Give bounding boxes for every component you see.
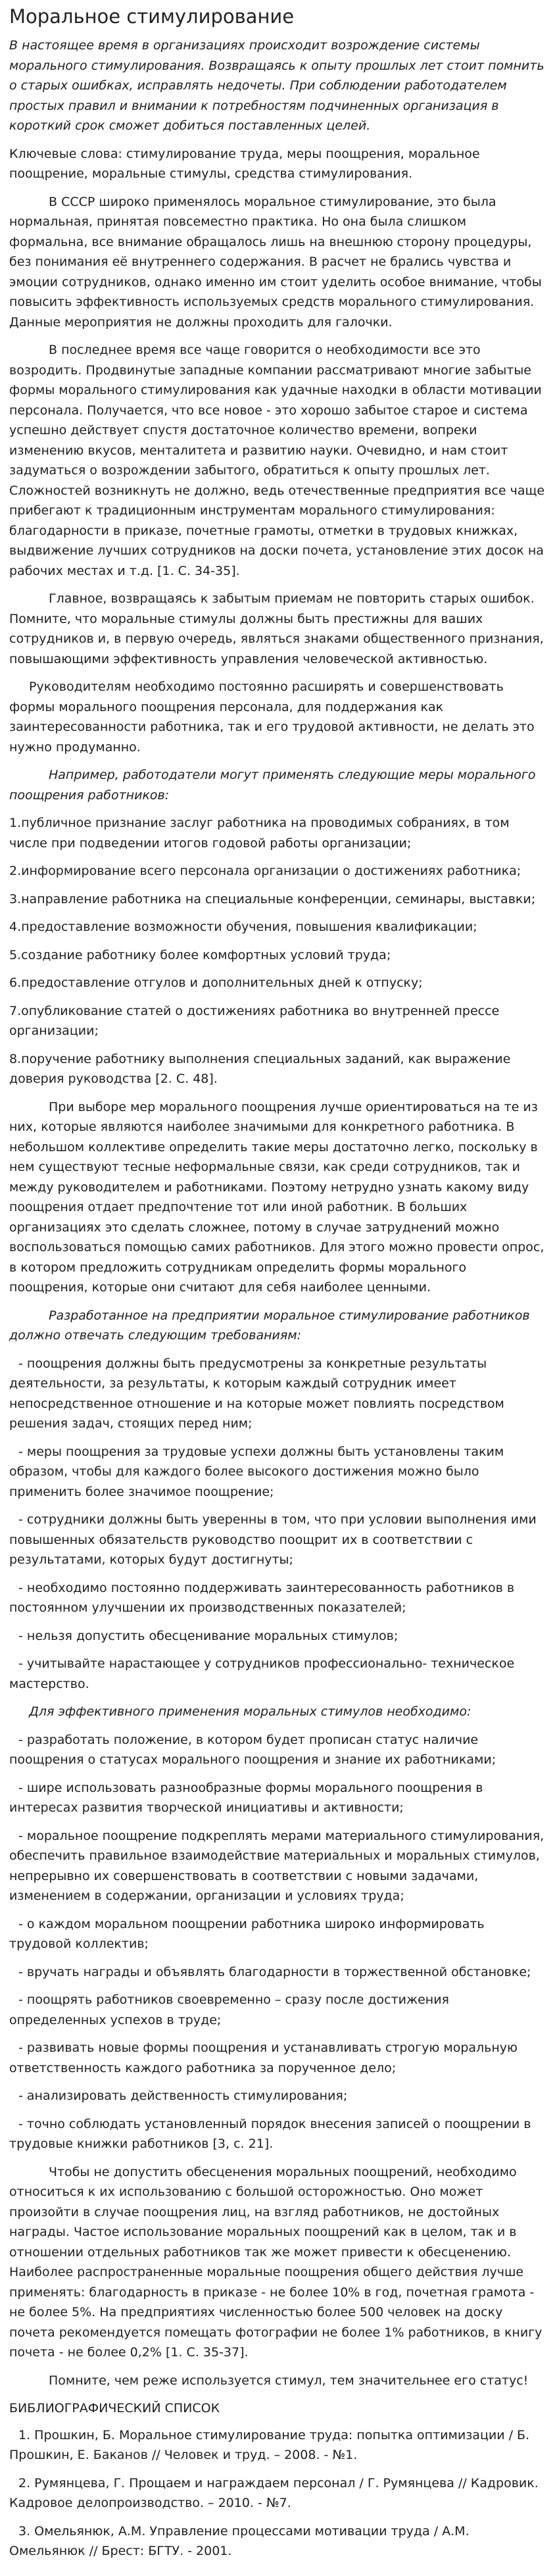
paragraph-choice: При выборе мер морального поощрения лучше ориентироваться на те из них, которые являются наиболее значимыми для конкретного работника. В небольшом коллективе определить такие меры достаточно легко, поскольку в нем существуют тесные неформальные связи, как среди сотрудников, так и между руководителем и работниками. Поэтому нетрудно узнать какому виду поощрения отдает предпочтение тот или иной работник. В больших организациях это сделать сложнее, потому в случае затруднений можно воспользоваться помощью самих работников. Для этого можно провести опрос, в котором предложить сотрудникам определить формы морального поощрения, которые они считают для себя наиболее ценными.	[9, 1099, 545, 1295]
bibliography-item: 2. Румянцева, Г. Прощаем и награждаем персонал / Г. Румянцева // Кадровик. Кадровое делопроизводство. – 2010. - №7.	[9, 2475, 539, 2510]
list-item: 6.предоставление отгулов и дополнительных дней к отпуску;	[9, 976, 423, 990]
bibliography-list	[9, 2425, 548, 2562]
list-item: 1.публичное признание заслуг работника на проводимых собраниях, в том числе при подведении итогов годовой работы организации;	[9, 816, 510, 851]
measures-list	[9, 813, 548, 1089]
list-item: - учитывайте нарастающее у сотрудников профессионально- техническое мастерство.	[9, 1656, 515, 1691]
paragraph-managers: Руководителям необходимо постоянно расширять и совершенствовать формы морального поощрения персонала, для поддержания как заинтересованности работника, так и его трудовой активности, не делать это нужно продуманно.	[9, 680, 535, 755]
paragraph-remember: Помните, чем реже используется стимул, тем значительнее его статус!	[49, 2373, 529, 2388]
list-item: - разработать положение, в котором будет прописан статус наличие поощрения о статусах морального поощрения и знание их работниками;	[9, 1732, 496, 1767]
paragraph-revival: В последнее время все чаще говорится о необходимости все это возродить. Продвинутые западные компании рассматривают многие забытые формы морального стимулирования как удачные находки в области мотивации персонала. Получается, что все новое - это хорошо забытое старое и система успешно действует спустя достаточное количество времени, вопреки изменению вкусов, менталитета и развитию науки. Очевидно, и нам стоит задуматься о возрождении забытого, обратиться к опыту прошлых лет. Сложностей возникнуть не должно, ведь отечественные предприятия все чаще прибегают к традиционным инструментам морального стимулирования: благодарности в приказе, почетные грамоты, отметки в трудовых книжках, выдвижение лучших сотрудников на доски почета, установление этих досок на рабочих местах и т.д. [1. С. 34-35].	[9, 343, 545, 578]
paragraph-example-intro: Например, работодатели могут применять следующие меры морального поощрения работников:	[9, 768, 536, 803]
list-item: 7.опубликование статей о достижениях работника во внутренней прессе организации;	[9, 1003, 500, 1038]
paragraph-necessary-intro: Для эффективного применения моральных стимулов необходимо:	[29, 1704, 472, 1719]
list-item: - шире использовать разнообразные формы морального поощрения в интересах развития творческой инициативы и активности;	[9, 1780, 483, 1815]
article-title: Моральное стимулирование	[9, 5, 295, 28]
list-item: - сотрудники должны быть уверенны в том, что при условии выполнения ими повышенных обязательств руководство поощрит их в соответствии с результатами, которых будут достигнуты;	[9, 1512, 537, 1567]
list-item: - меры поощрения за трудовые успехи должны быть установлены таким образом, чтобы для каждого более высокого достижения можно было применить более значимое поощрение;	[9, 1444, 504, 1499]
keywords: Ключевые слова: стимулирование труда, меры поощрения, моральное поощрение, моральные стимулы, средства стимулирования.	[9, 146, 480, 181]
list-item: - вручать награды и объявлять благодарности в торжественной обстановке;	[18, 1964, 531, 1979]
list-item: 3.направление работника на специальные конференции, семинары, выставки;	[9, 891, 536, 906]
necessary-list	[9, 1730, 548, 2154]
list-item: - поощрения должны быть предусмотрены за конкретные результаты деятельности, за результаты, к которым каждый сотрудник имеет непосредственное отношение и на которые может повлиять посредством решения задач, стоящих перед ним;	[9, 1356, 504, 1431]
list-item: 8.поручение работнику выполнения специальных заданий, как выражение доверия руководства [2. С. 48].	[9, 1051, 511, 1086]
paragraph-devaluation: Чтобы не допустить обесценения моральных поощрений, необходимо относиться к их использованию с большой осторожностью. Оно может произойти в случае поощрения лиц, на взгляд работников, не достойных награды. Частое использование моральных поощрений как в целом, так и в отношении отдельных работников так же может привести к обесценению. Наиболее распространенные моральные поощрения общего действия лучше применять: благодарность в приказе - не более 10% в год, почетная грамота - не более 5%. На предприятиях численностью более 500 человек на доску почета рекомендуется помещать фотографии не более 1% работников, в книгу почета - не более 0,2% [1. С. 35-37].	[9, 2164, 543, 2360]
bibliography-item: 3. Омельянюк, А.М. Управление процессами мотивации труда / А.М. Омельянюк // Брест: БГТУ. - 2001.	[9, 2523, 470, 2558]
list-item: - о каждом моральном поощрении работника широко информировать трудовой коллектив;	[9, 1916, 485, 1951]
list-item: - необходимо постоянно поддерживать заинтересованность работников в постоянном улучшении их производственных показателей;	[9, 1580, 515, 1615]
list-item: - моральное поощрение подкреплять мерами материального стимулирования, обеспечить правильное взаимодействие материальных и моральных стимулов, непрерывно их совершенствовать в соответствии с новыми задачами, изменением в содержании, организации и условиях труда;	[9, 1828, 545, 1903]
list-item: 5.создание работнику более комфортных условий труда;	[9, 947, 391, 962]
paragraph-requirements-intro: Разработанное на предприятии моральное стимулирование работников должно отвечать следующим требованиям:	[9, 1308, 530, 1343]
list-item: - нельзя допустить обесценивание моральных стимулов;	[18, 1628, 399, 1643]
list-item: - точно соблюдать установленный порядок внесения записей о поощрении в трудовые книжки работников [3, с. 21].	[9, 2116, 531, 2151]
paragraph-ussr: В СССР широко применялось моральное стимулирование, это была нормальная, принятая повсеместно практика. Но она была слишком формальна, все внимание обращалось лишь на внешнюю сторону процедуры, без понимания её внутреннего содержания. В расчет не брались чувства и эмоции сотрудников, однако именно им стоит уделить особое внимание, чтобы повысить эффективность используемых средств морального стимулирования. Данные мероприятия не должны проходить для галочки.	[9, 194, 542, 330]
bibliography-heading: БИБЛИОГРАФИЧЕСКИЙ СПИСОК	[9, 2401, 220, 2415]
paragraph-main-point: Главное, возвращаясь к забытым приемам не повторить старых ошибок. Помните, что моральные стимулы должны быть престижны для ваших сотрудников и, в первую очередь, являться знаками общественного признания, повышающими эффективность управления человеческой активностью.	[9, 591, 544, 666]
list-item: - поощрять работников своевременно – сразу после достижения определенных успехов в труде;	[9, 1993, 449, 2027]
abstract: В настоящее время в организациях происходит возрождение системы морального стимулирования. Возвращаясь к опыту прошлых лет стоит помнить о старых ошибках, исправлять недочеты. При соблюдении работодателем простых правил и внимании к потребностям подчиненных организация в короткий срок сможет добиться поставленных целей.	[9, 38, 545, 133]
list-item: 2.информирование всего персонала организации о достижениях работника;	[9, 864, 521, 878]
list-item: - развивать новые формы поощрения и устанавливать строгую моральную ответственность каждого работника за порученное дело;	[9, 2041, 518, 2075]
bibliography-item: 1. Прошкин, Б. Моральное стимулирование труда: попытка оптимизации / Б. Прошкин, Е. Баканов // Человек и труд. – 2008. - №1.	[9, 2427, 530, 2462]
requirements-list	[9, 1354, 548, 1695]
list-item: - анализировать действенность стимулирования;	[18, 2089, 348, 2103]
list-item: 4.предоставление возможности обучения, повышения квалификации;	[9, 920, 477, 934]
